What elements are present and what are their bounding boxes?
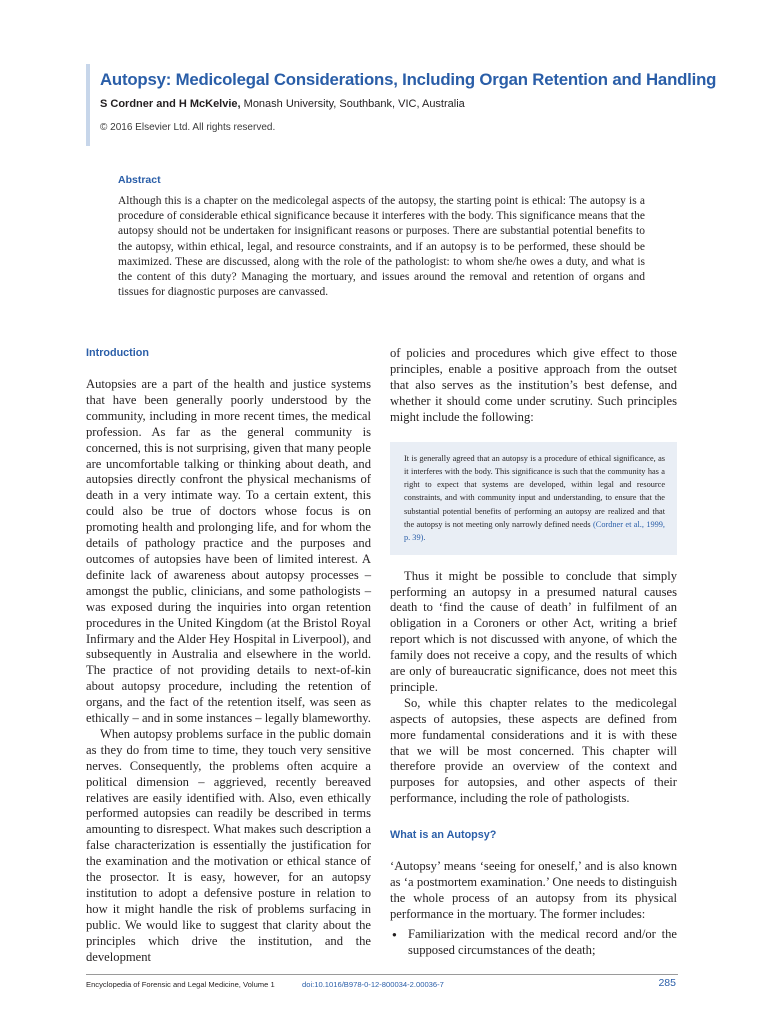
intro-paragraph-3: of policies and procedures which give effect to those principles, enable a positive approach from the outset that also serves as the institution’s best defense, and whether it should come under scrutiny. Such principles might include the following: <box>390 346 677 424</box>
abstract-heading: Abstract <box>118 174 161 186</box>
quote-text: It is generally agreed that an autopsy is a procedure of ethical significance, as it interferes with the body. This significance is such that the community has a right to expect that systems are developed, within legal and resource constraints, and with community input and understanding, to ensure that the substantial potential benefits of performing an autopsy are realized and that the autopsy is not meeting only narrowly defined needs <box>404 453 665 530</box>
article-header <box>86 64 717 146</box>
abstract-text: Although this is a chapter on the medicolegal aspects of the autopsy, the starting point is ethical: The autopsy is a procedure of considerable ethical significance because it interferes with the body. This significance means that the autopsy should not be undertaken for insignificant reasons or purposes. There are substantial potential benefits to the autopsy, within ethical, legal, and resource constraints, and if an autopsy is to be performed, these should be maximized. These are discussed, along with the role of the pathologist: to whom she/he owes a duty, and what is the content of this duty? Managing the mortuary, and issues around the removal and retention of organs and tissues for diagnostic purposes are canvassed. <box>118 195 645 299</box>
author-affiliation: Monash University, Southbank, VIC, Australia <box>240 98 465 110</box>
intro-paragraph-2: When autopsy problems surface in the public domain as they do from time to time, they touch very sensitive nerves. Consequently, the problems often acquire a political dimension – aggrieved, recently bereaved relatives are easily identified with. Also, even ethically performed autopsies can readily be described in terms amounting to disrespect. What makes such description a false characterization is essentially the justification for the examination and the motivation or ethical stance of the prosector. It is easy, however, for an autopsy institution to adopt a defensive posture in relation to how it might handle the risk of problems surfacing in public. We would like to suggest that clarity about the principles which drive the institution, and the development <box>86 726 371 964</box>
intro-paragraph-5: So, while this chapter relates to the medicolegal aspects of autopsies, these aspects are defined from more fundamental considerations and it is with these that we will be most concerned. This chapter will therefore provide an overview of the context and purposes for autopsies, and other aspects of their performance, including the role of pathologists. <box>390 695 677 806</box>
what-is-autopsy-heading: What is an Autopsy? <box>390 829 497 842</box>
footer-source: Encyclopedia of Forensic and Legal Medicine, Volume 1 <box>86 980 275 989</box>
introduction-heading: Introduction <box>86 347 149 359</box>
copyright-notice: © 2016 Elsevier Ltd. All rights reserved. <box>100 122 276 133</box>
autopsy-definition-paragraph: ‘Autopsy’ means ‘seeing for oneself,’ and is also known as ‘a postmortem examination.’ One needs to distinguish the whole process of an autopsy from its physical performance in the mortuary. The former includes: <box>390 859 677 921</box>
author-names: S Cordner and H McKelvie, <box>100 98 241 110</box>
author-line <box>100 98 465 110</box>
intro-paragraph-4: Thus it might be possible to conclude that simply performing an autopsy in a presumed natural causes death to ‘find the cause of death’ in fulfilment of an obligation in a Coroners or other Act, writing a brief report which is not discussed with anyone, of which the family does not receive a copy, and the results of which are only of bureaucratic significance, does not meet this principle. <box>390 568 677 694</box>
citation-link[interactable]: (Cordner et al., 1999, p. 39). <box>404 520 666 543</box>
list-item: ● Familiarization with the medical record and/or the supposed circumstances of the death; <box>390 927 677 959</box>
right-column <box>390 346 677 959</box>
footer-divider <box>86 974 678 975</box>
principle-quote-box <box>390 442 677 555</box>
autopsy-process-list <box>390 927 677 959</box>
intro-paragraph-1: Autopsies are a part of the health and justice systems that have been generally poorly understood by the community, including in more recent times, the medical profession. As far as the general community is concerned, this is not surprising, given that many people are uncomfortable talking or thinking about death, and autopsies directly confront the physical mechanisms of death in a very intimate way. To a certain extent, this could also be true of doctors whose focus is on promoting health and prolonging life, and for whom the details of pathology practice and the purposes and outcomes of autopsies have been of limited interest. A definite lack of awareness about autopsy processes – amongst the public, clinicians, and some pathologists – was exposed during the inquiries into organ retention procedures in the United Kingdom (at the Bristol Royal Infirmary and the Alder Hey Hospital in Liverpool), and subsequently in Australia and elsewhere in the world. The practice of not providing details to next-of-kin about autopsy procedure, including the retention of organs, and the fact of the retention itself, was seen as ethically – and in some instances – legally blameworthy. <box>86 377 371 726</box>
page-number: 285 <box>658 977 676 989</box>
article-title: Autopsy: Medicolegal Considerations, Including Organ Retention and Handling <box>100 70 717 89</box>
left-column <box>86 346 371 966</box>
footer-doi-link[interactable]: doi:10.1016/B978-0-12-800034-2.00036-7 <box>302 980 444 989</box>
